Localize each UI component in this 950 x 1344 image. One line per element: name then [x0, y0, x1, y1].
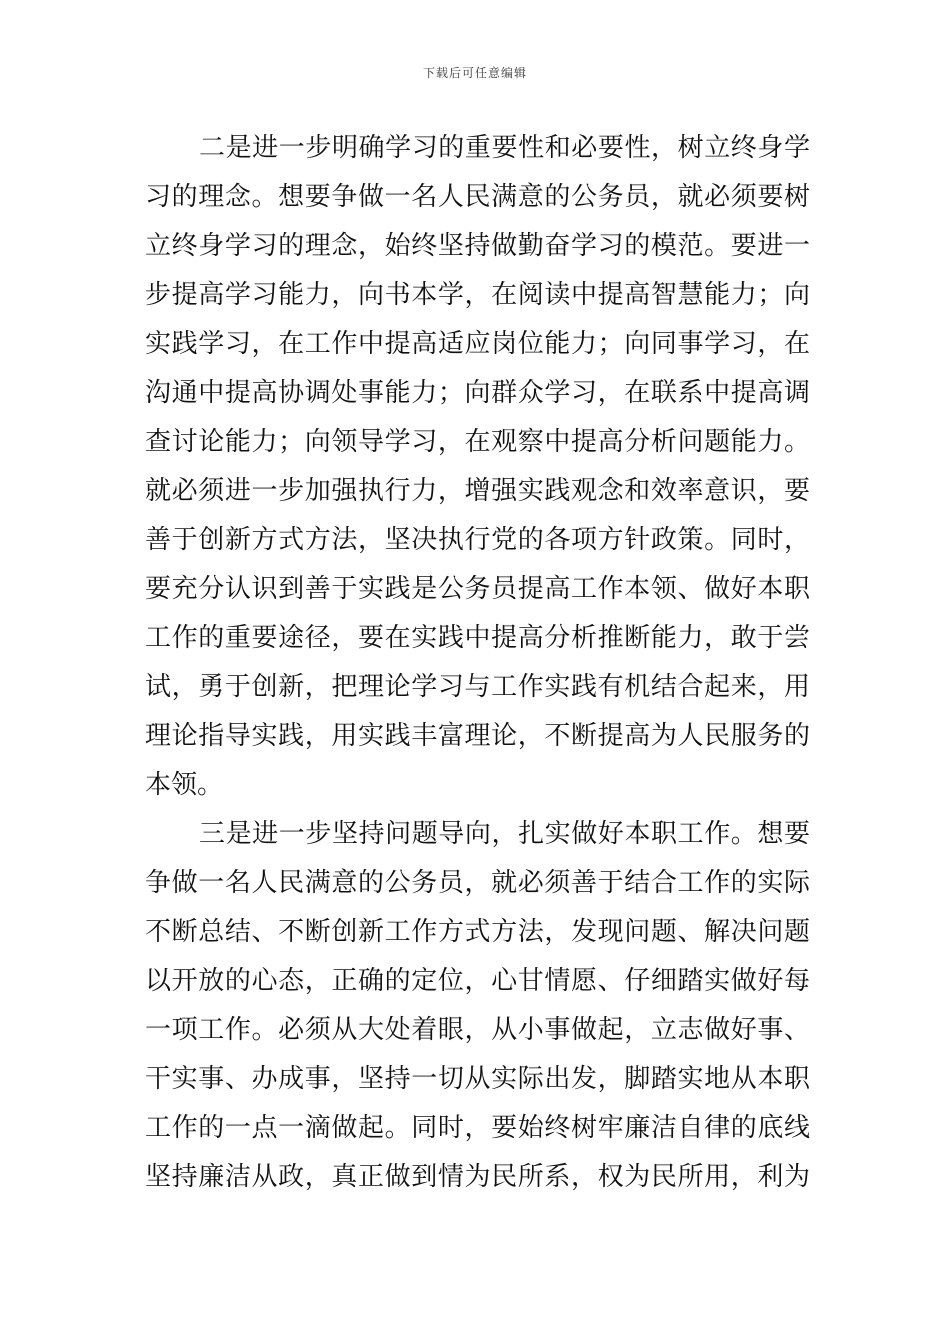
text-line: 查讨论能力；向领导学习，在观察中提高分析问题能力。	[145, 427, 810, 457]
text-line: 试，勇于创新，把理论学习与工作实践有机结合起来，用	[145, 672, 810, 702]
text-line: 善于创新方式方法，坚决执行党的各项方针政策。同时，	[145, 525, 810, 555]
text-line: 理论指导实践，用实践丰富理论，不断提高为人民服务的	[145, 721, 810, 751]
text-line: 要充分认识到善于实践是公务员提高工作本领、做好本职	[145, 574, 810, 604]
paragraph-2	[145, 810, 810, 1202]
text-line: 一项工作。必须从大处着眼，从小事做起，立志做好事、	[145, 1015, 810, 1045]
document-body	[145, 124, 810, 1202]
text-line: 以开放的心态，正确的定位，心甘情愿、仔细踏实做好每	[145, 966, 810, 996]
text-line: 工作的重要途径，要在实践中提高分析推断能力，敢于尝	[145, 623, 810, 653]
text-line: 沟通中提高协调处事能力；向群众学习，在联系中提高调	[145, 378, 810, 408]
text-line: 不断总结、不断创新工作方式方法，发现问题、解决问题	[145, 917, 810, 947]
text-line: 三是进一步坚持问题导向，扎实做好本职工作。想要	[199, 819, 810, 849]
text-line: 坚持廉洁从政，真正做到情为民所系，权为民所用，利为	[145, 1162, 810, 1192]
text-line: 工作的一点一滴做起。同时，要始终树牢廉洁自律的底线	[145, 1113, 810, 1143]
text-line: 步提高学习能力，向书本学，在阅读中提高智慧能力；向	[145, 280, 810, 310]
text-line: 习的理念。想要争做一名人民满意的公务员，就必须要树	[145, 182, 810, 212]
text-line: 本领。	[145, 770, 224, 800]
text-line: 立终身学习的理念，始终坚持做勤奋学习的模范。要进一	[145, 231, 810, 261]
text-line: 实践学习，在工作中提高适应岗位能力；向同事学习，在	[145, 329, 810, 359]
header-note: 下载后可任意编辑	[422, 66, 527, 80]
paragraph-1	[145, 124, 810, 810]
text-line: 争做一名人民满意的公务员，就必须善于结合工作的实际	[145, 868, 810, 898]
text-line: 干实事、办成事，坚持一切从实际出发，脚踏实地从本职	[145, 1064, 810, 1094]
text-line: 就必须进一步加强执行力，增强实践观念和效率意识，要	[145, 476, 810, 506]
text-line: 二是进一步明确学习的重要性和必要性，树立终身学	[199, 133, 810, 163]
